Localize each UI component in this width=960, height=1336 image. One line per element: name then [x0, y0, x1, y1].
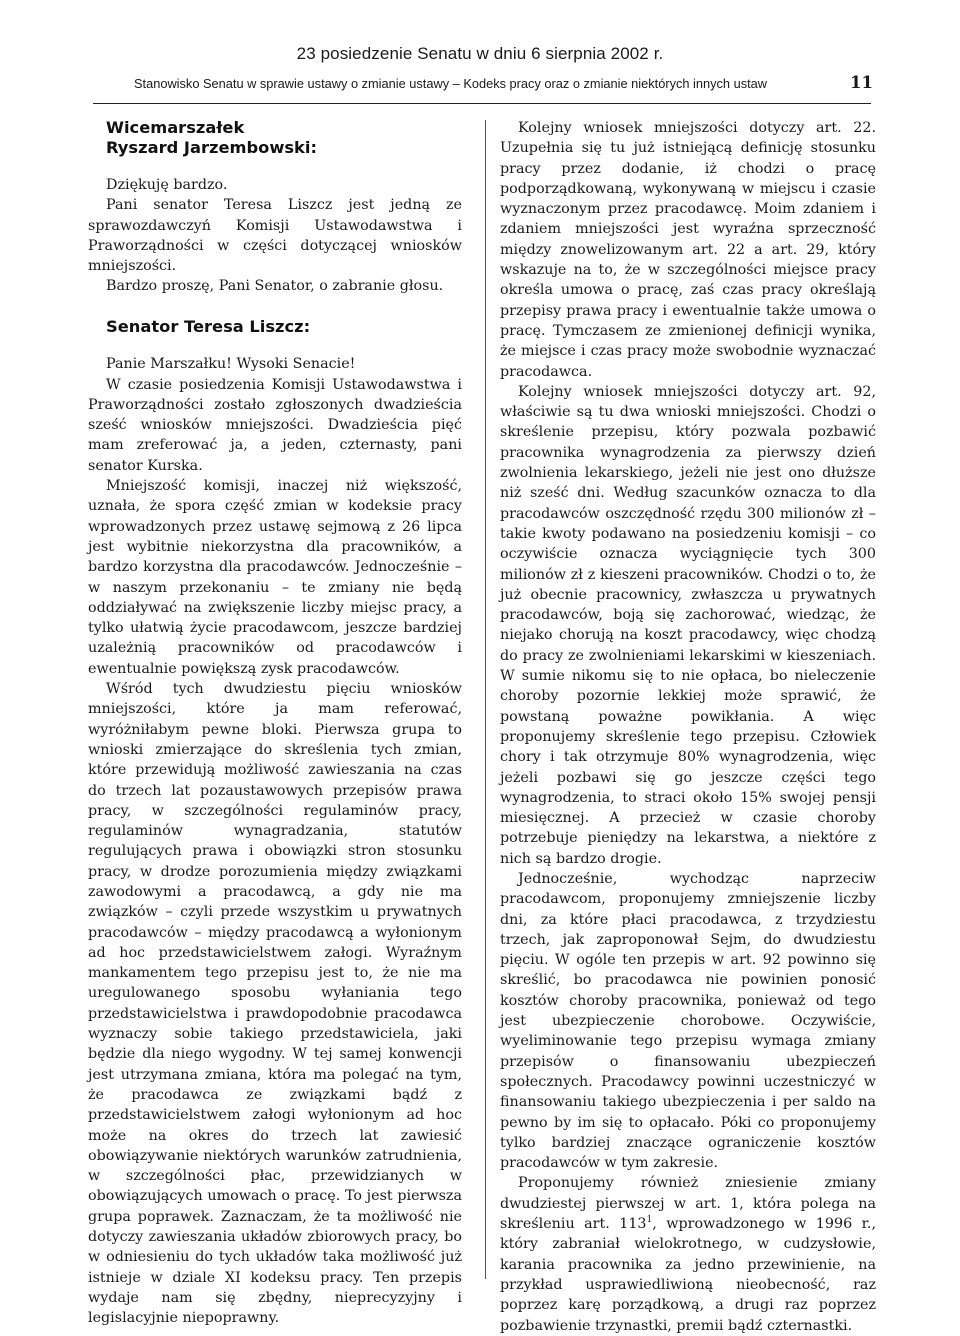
- header-rule: [93, 103, 871, 104]
- spacer: [88, 297, 462, 317]
- left-column: [88, 118, 462, 1329]
- page-header-title: 23 posiedzenie Senatu w dniu 6 sierpnia 2002 r.: [296, 44, 664, 63]
- text-run: , wprowadzonego w 1996 r., który zabraniał wielokrotnego, w cudzysłowie, karania pracownika za jedno przewinienie, na przykład usprawiedliwioną nieobecność, raz poprzez karę porządkową, a drugi raz poprzez pozbawienie trzynastki, premii bądź czternastki.: [500, 1216, 876, 1334]
- page-header-subtitle: Stanowisko Senatu w sprawie ustawy o zmianie ustawy – Kodeks pracy oraz o zmianie niektórych innych ustaw: [134, 76, 768, 91]
- text-run: Proponujemy również zniesienie zmiany dwudziestej pierwszej w art. 1, która polega na skreśleniu art. 113: [500, 1175, 876, 1233]
- paragraph: Jednocześnie, wychodząc naprzeciw pracodawcom, proponujemy zmniejszenie liczby dni, za które płaci pracodawca, z trzydziestu trzech, jak zaproponował Sejm, do dwudziestu pięciu. W ogóle ten przepis w art. 92 powinno się skreślić, bo pracodawca nie powinien ponosić kosztów choroby pracownika, ponieważ od tego jest ubezpieczenie chorobowe. Oczywiście, wyeliminowanie tego przepisu wymaga zmiany przepisów o finansowaniu ubezpieczeń społecznych. Pracodawcy powinni uczestniczyć w finansowaniu takiego ubezpieczenia i per saldo na pewno by im się to opłacało. Póki co proponujemy tylko bardziej znaczące ograniczenie kosztów pracodawców w tym zakresie.: [500, 870, 876, 1172]
- speaker-name: Senator Teresa Liszcz:: [106, 316, 311, 336]
- paragraph: Mniejszość komisji, inaczej niż większość, uznała, że spora część zmian w kodeksie pracy wprowadzonych przez ustawę sejmową z 26 lipca jest wybitnie niekorzystna dla pracowników, a bardzo korzystna dla pracodawców. Jednocześnie – w naszym przekonaniu – te zmiany nie będą oddziaływać na zwiększenie liczby miejsc pracy, a tylko ułatwią życie pracodawcom, jeszcze bardziej uzależnią pracowników od pracodawców i ewentualnie powiększą zysk pracodawców.: [88, 478, 462, 677]
- paragraph: Pani senator Teresa Liszcz jest jedną ze sprawozdawczyń Komisji Ustawodawstwa i Praworządności w części dotyczącej wniosków mniejszości.: [88, 197, 462, 275]
- paragraph: Bardzo proszę, Pani Senator, o zabranie głosu.: [106, 278, 444, 295]
- paragraph: Panie Marszałku! Wysoki Senacie!: [106, 356, 356, 373]
- speaker-role: Wicemarszałek: [106, 118, 245, 137]
- speaker-heading-deputy-marshal: [106, 118, 462, 157]
- paragraph-with-superscript: [500, 1173, 876, 1335]
- paragraph: Kolejny wniosek mniejszości dotyczy art. 92, właściwie są tu dwa wnioski mniejszości. Chodzi o skreślenie przepisu, który pozwala pozbawić pracownika wynagrodzenia za pierwszy dzień zwolnienia lekarskiego, jeżeli nie jest ono dłuższe niż sześć dni. Według szacunków oznacza to dla pracodawców oszczędność rzędu 300 milionów zł – takie kwoty podawano na posiedzeniu komisji – co oczywiście oznacza wyciągnięcie tych 300 milionów zł z kieszeni pracowników. Chodzi o to, że już obecnie pracownicy, zwłaszcza u prywatnych pracodawców, boją się zachorować, wiedząc, że niejako chorują na koszt pracodawcy, więc chodzą do pracy ze zwolnieniami lekarskimi w kieszeniach. W sumie nikomu się to nie opłaca, bo nieleczenie choroby pozornie lekkiej może sprawić, że powstaną poważne powikłania. A więc proponujemy skreślenie tego przepisu. Człowiek chory i tak otrzymuje 80% wynagrodzenia, więc jeżeli pozbawi się go jeszcze części tego wynagrodzenia, to straci około 15% swojej pensji miesięcznej. A przecież w czasie choroby potrzebuje pieniędzy na lekarstwa, a niektóre z nich są bardzo drogie.: [500, 383, 876, 867]
- paragraph: Wśród tych dwudziestu pięciu wniosków mniejszości, które ja mam referować, wyróżniłabym pewne bloki. Pierwsza grupa to wnioski zmierzające do skreślenia tych zmian, które przewidują możliwość zawieszania na czas do trzech lat pozaustawowych przepisów prawa pracy, w szczególności regulaminów pracy, regulaminów wynagradzania, statutów regulujących prawa i obowiązki stron stosunku pracy, w drodze porozumienia między związkami zawodowymi a pracodawcą, a gdy nie ma związków – czyli przede wszystkim u prywatnych pracodawców – między pracodawcą a wyłonionym ad hoc przedstawicielstwem załogi. Wyraźnym mankamentem tego przepisu jest to, że nie ma uregulowanego sposobu wyłaniania tego przedstawicielstwa i prawdopodobnie pracodawca wyznaczy sobie takiego przedstawiciela, jaki będzie dla niego wygodny. W tej samej konwencji jest utrzymana zmiana, która ma polegać na tym, że pracodawca ze związkami bądź z przedstawicielstwem załogi wyłonionym ad hoc może na okres do trzech lat zawiesić obowiązywanie niektórych warunków zatrudnienia, w szczególności płac, przewidzianych w obowiązujących umowach o pracę. To jest pierwsza grupa poprawek. Zaznaczam, że ta możliwość nie dotyczy zawieszania układów zbiorowych pracy, bo w odniesieniu do tych układów taka możliwość już istnieje w dziale XI kodeksu pracy. Ten przepis wydaje nam się zbędny, nieprecyzyjny i legislacyjnie niepoprawny.: [88, 681, 462, 1327]
- column-divider: [485, 120, 486, 1279]
- paragraph: Kolejny wniosek mniejszości dotyczy art. 22. Uzupełnia się tu już istniejącą definicję stosunku pracy przez dodanie, iż chodzi o pracę podporządkowaną, wykonywaną w miejscu i czasie wyznaczonym przez pracodawcę. Moim zdaniem i zdaniem mniejszości jest wyraźna sprzeczność między znowelizowanym art. 22 a art. 29, który wskazuje na to, że w szczególności miejsce pracy określa umowa o pracę, zaś czas pracy określają przepisy prawa pracy i ewentualnie także umowa o pracę. Tymczasem ze zmienionej definicji wynika, że miejsce i czas pracy może swobodnie wyznaczać pracodawca.: [500, 120, 876, 380]
- speaker-name: Ryszard Jarzembowski:: [106, 137, 317, 157]
- superscript: 1: [646, 1215, 653, 1226]
- right-column: [500, 118, 876, 1336]
- paragraph: Dziękuję bardzo.: [106, 177, 228, 193]
- paragraph: W czasie posiedzenia Komisji Ustawodawstwa i Praworządności zostało zgłoszonych dwadzieścia sześć wniosków mniejszości. Dwadzieścia pięć mam zreferować ja, a jeden, czternasty, pani senator Kurska.: [88, 376, 462, 474]
- page-number: 11: [850, 73, 873, 92]
- speaker-heading-senator: [106, 317, 462, 337]
